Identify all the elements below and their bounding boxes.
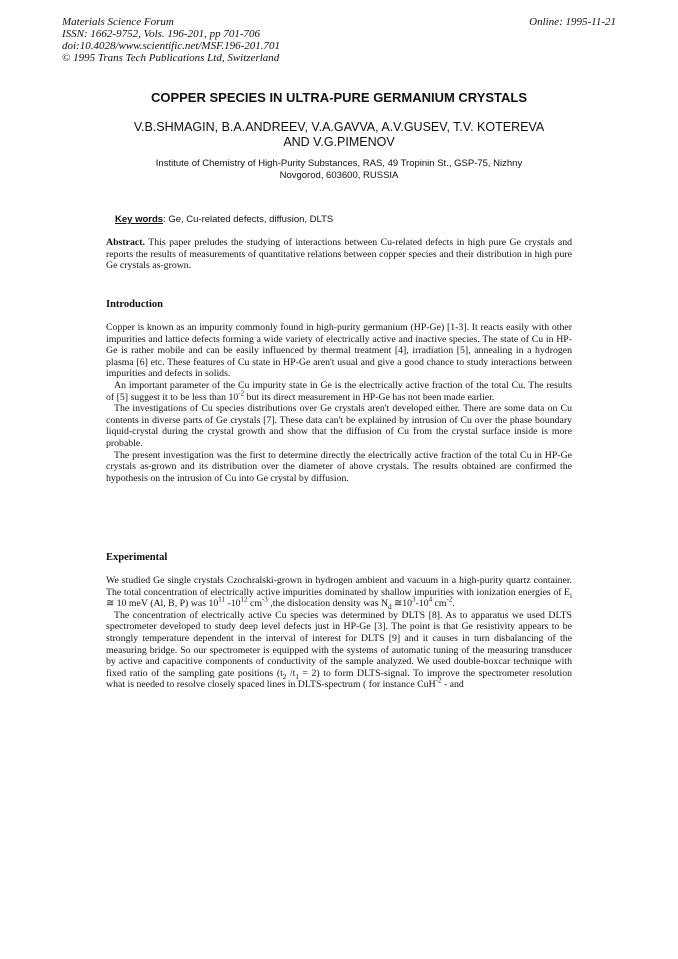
experimental-body — [106, 575, 572, 691]
exp-paragraph-2: The concentration of electrically active Cu species was determined by DLTS [8]. As to apparatus we used DLTS spectrometer developed to study deep level defects just in HP-Ge [3]. The point is that Ge resistivity appears to be strongly temperature dependent in the interval of interest for DLTS [9] and it causes in turn disbalancing of the measuring bridge. So our spectrometer is equipped with the systems of automatic tuning of the measuring transducer by active and capacitive components of conductivity of the sample analyzed. We used double-boxcar technique with fixed ratio of the sampling gate positions ($t_2$ $/t_1 = 2$) to form DLTS-signal. To improve the spectrometer resolution what is needed to resolve closely spaced lines in DLTS-spectrum ( for instance CuH$^{-2}$ - and — [106, 609, 572, 691]
keywords-label: Key words — [115, 214, 164, 225]
affiliation-line-1: Institute of Chemistry of High-Purity Substances, RAS, 49 Tropinin St., GSP-75, Nizhny — [155, 158, 523, 169]
journal-name: Materials Science Forum — [62, 16, 174, 28]
intro-paragraph-4: The present investigation was the first to determine directly the electrically active fraction of the total Cu in HP-Ge crystals as-grown and its distribution over the diameter of above crystals. The results obtained are confirmed the hypothesis on the intrusion of Cu into Ge crystal by diffusion. — [106, 449, 572, 484]
exp-paragraph-1: We studied Ge single crystals Czochralski-grown in hydrogen ambient and vacuum in a high-purity quartz container. The total concentration of electrically active impurities dominated by shallow impurities with ionization energies of $E_i$ ≅ 10 meV (Al, B, P) was $10^{11}$ $-10^{12}$ $cm^{-3}$ ,the dislocation density was $N_d$ $≅10^3-10^4$ $cm^{-2}$. — [106, 575, 572, 612]
paper-title: COPPER SPECIES IN ULTRA-PURE GERMANIUM CRYSTALS — [150, 90, 528, 105]
abstract — [106, 237, 572, 272]
publication-metadata — [62, 16, 280, 64]
keywords-list: : Ge, Cu-related defects, diffusion, DLTS — [163, 214, 334, 225]
abstract-label: Abstract. — [106, 237, 145, 248]
keywords — [115, 214, 333, 225]
intro-paragraph-2: An important parameter of the Cu impurity state in Ge is the electrically active fraction of the total Cu. The results of [5] suggest it to be less than $10^{-2}$ but its direct measurement in HP-Ge has not been made earlier. — [106, 379, 572, 403]
intro-paragraph-1: Copper is known as an impurity commonly found in high-purity germanium (HP-Ge) [1-3]. It reacts easily with other impurities and lattice defects forming a wide variety of electrically active and inactive species. The state of Cu in HP-Ge is rather mobile and can be easily influenced by thermal treatment [4], irradiation [5], annealing in a hydrogen plasma [6] etc. These features of Cu state in HP-Ge aren't usual and give a good chance to study interactions between impurities and defects in solids. — [106, 322, 572, 380]
copyright-line: © 1995 Trans Tech Publications Ltd, Switzerland — [62, 52, 280, 64]
doi-line: doi:10.4028/www.scientific.net/MSF.196-201.701 — [62, 40, 281, 52]
affiliation — [120, 158, 558, 182]
authors-line-2: AND V.G.PIMENOV — [283, 135, 395, 149]
authors-line-1: V.B.SHMAGIN, B.A.ANDREEV, V.A.GAVVA, A.V.GUSEV, T.V. KOTEREVA — [133, 120, 545, 134]
experimental-heading: Experimental — [106, 552, 168, 563]
abstract-text: This paper preludes the studying of interactions between Cu-related defects in high pure Ge crystals and reports the results of measurements of quantitative relations between copper species and their distribution in high pure Ge crystals as-grown. — [106, 237, 572, 272]
issn-line: ISSN: 1662-9752, Vols. 196-201, pp 701-706 — [62, 28, 260, 40]
online-date: Online: 1995-11-21 — [529, 16, 616, 28]
introduction-heading: Introduction — [106, 299, 163, 310]
introduction-body — [106, 322, 572, 484]
affiliation-line-2: Novgorod, 603600, RUSSIA — [279, 170, 399, 181]
intro-paragraph-3: The investigations of Cu species distributions over Ge crystals aren't developed either. There are some data on Cu contents in diverse parts of Ge crystals [7]. These data can't be explained by intrusion of Cu over the phase boundary liquid-crystal during the crystal growth and show that the diffusion of Cu from the crystal surface inside is more probable. — [106, 403, 572, 449]
author-list — [100, 120, 578, 150]
